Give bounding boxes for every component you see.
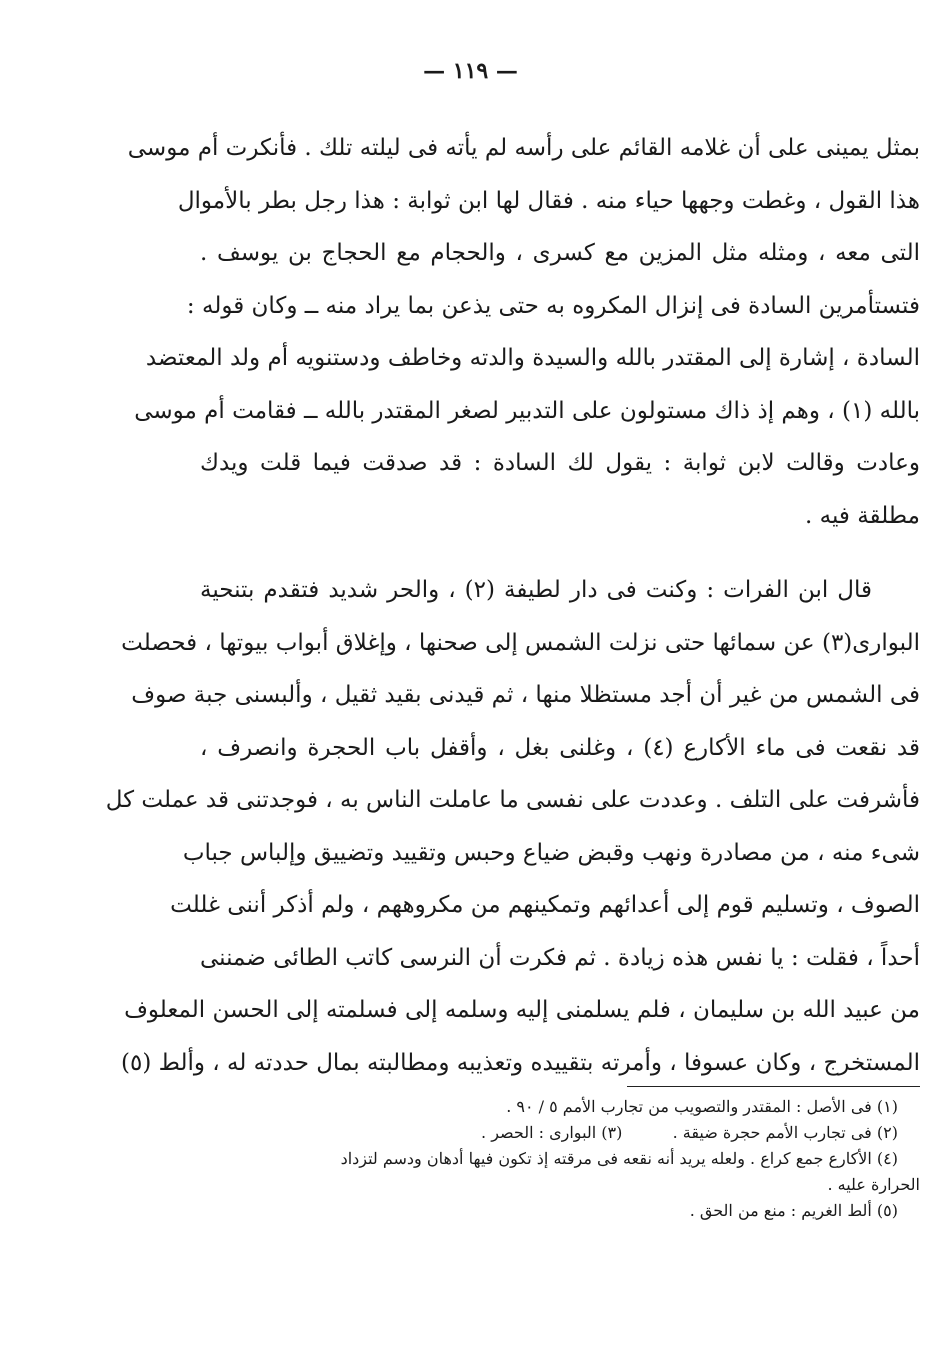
footnote-2-3 [200, 1120, 920, 1146]
footnote-text: (٤) الأكارع جمع كراع . ولعله يريد أنه نقعه فى مرقته إذ تكون فيها أدهان ودسم لتزداد [340, 1149, 898, 1168]
paragraph-1 [127, 122, 920, 542]
paragraph-2 [105, 564, 920, 1089]
text-line: التى معه ، ومثله مثل المزين مع كسرى ، والحجام مع الحجاج بن يوسف . [200, 240, 920, 266]
footnote-text: (١) فى الأصل : المقتدر والتصويب من تجارب الأمم ٥ / ٩٠ . [506, 1097, 898, 1116]
page-number: — ١١٩ — [423, 58, 518, 84]
footnote-text: (٢) فى تجارب الأمم حجرة ضيقة . [672, 1123, 898, 1142]
footnote-5 [200, 1198, 920, 1224]
text-line: قد نقعت فى ماء الأكارع (٤) ، وغلنى بغل ، وأقفل باب الحجرة وانصرف ، [200, 734, 920, 761]
text-line: السادة ، إشارة إلى المقتدر بالله والسيدة والدته وخاطف ودستنويه أم ولد المعتضد [145, 345, 920, 371]
text-line: من عبيد الله بن سليمان ، فلم يسلمنى إليه وسلمه إلى فسلمته إلى الحسن المعلوف [124, 997, 920, 1023]
text-line: مطلقة فيه . [805, 502, 920, 529]
text-line: وعادت وقالت لابن ثوابة : يقول لك السادة : قد صدقت فيما قلت ويدك [200, 450, 920, 476]
text-line: شىء منه ، من مصادرة ونهب وقبض ضياع وحبس وتقييد وتضييق وإلباس جباب [182, 839, 920, 866]
footnote-text: (٥) ألط الغريم : منع من الحق . [689, 1201, 898, 1220]
text-line: بالله (١) ، وهم إذ ذاك مستولون على التدبير لصغر المقتدر بالله ــ فقامت أم موسى [134, 397, 920, 424]
footnote-4-continued [200, 1172, 920, 1198]
text-line: فأشرفت على التلف . وعددت على نفسى ما عاملت الناس به ، فوجدتنى قد عملت كل [105, 787, 920, 813]
footnote-4 [200, 1146, 920, 1172]
text-line: بمثل يمينى على أن غلامه القائم على رأسه لم يأته فى ليلته تلك . فأنكرت أم موسى [127, 135, 920, 161]
text-line: البوارى(٣) عن سمائها حتى نزلت الشمس إلى صحنها ، وإغلاق أبواب بيوتها ، فحصلت [121, 629, 920, 656]
text-line: الصوف ، وتسليم قوم إلى أعدائهم وتمكينهم من مكروههم ، ولم أذكر أننى غللت [170, 892, 920, 918]
footnote-text: (٣) البوارى : الحصر . [481, 1123, 623, 1142]
text-line: قال ابن الفرات : وكنت فى دار لطيفة (٢) ، والحر شديد فتقدم بتنحية [200, 577, 872, 603]
footnote-separator [627, 1086, 920, 1087]
text-line: فتستأمرين السادة فى إنزال المكروه به حتى يذعن بما يراد منه ــ وكان قوله : [186, 292, 920, 319]
main-text [105, 122, 920, 1089]
footnote-text: الحرارة عليه . [827, 1175, 920, 1194]
text-line: فى الشمس من غير أن أجد مستظلا منها ، ثم قيدنى بقيد ثقيل ، وألبسنى جبة صوف [131, 682, 920, 708]
footnote-1 [200, 1094, 920, 1120]
text-line: أحداً ، فقلت : يا نفس هذه زيادة . ثم فكرت أن النرسى كاتب الطائى ضمننى [199, 944, 920, 971]
footnotes [200, 1094, 920, 1224]
text-line: هذا القول ، وغطت وجهها حياء منه . فقال لها ابن ثوابة : هذا رجل بطر بالأموال [177, 187, 920, 214]
paragraph-gap [200, 542, 920, 564]
text-line: المستخرج ، وكان عسوفا ، وأمرته بتقييده وتعذيبه ومطالبته بمال حددته له ، وألط (٥) [120, 1049, 920, 1076]
